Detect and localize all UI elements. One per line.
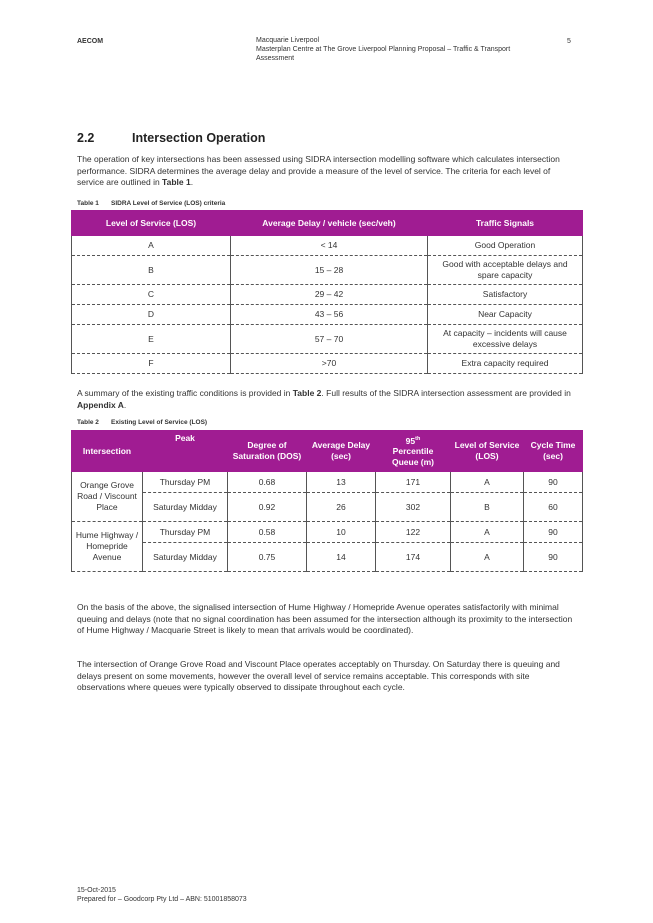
intersection-cell: Orange Grove Road / Viscount Place <box>72 472 143 522</box>
paragraph-summary-text: A summary of the existing traffic conditions is provided in <box>77 388 293 398</box>
table1-caption-text: SIDRA Level of Service (LOS) criteria <box>111 200 226 207</box>
header-cell-cycle: Cycle Time (sec) <box>524 431 583 472</box>
header-cell-delay: Average Delay (sec) <box>307 431 376 472</box>
table-row <box>72 543 583 572</box>
table-cell: 29 – 42 <box>231 285 428 305</box>
table-cell: 171 <box>376 472 451 493</box>
header-client <box>256 36 546 63</box>
paragraph-summary-end: . <box>123 399 127 410</box>
table-cell: A <box>451 522 524 543</box>
paragraph-orange-grove: The intersection of Orange Grove Road and Viscount Place operates acceptably on Thursday. On Saturday there is queuing and delays present on some movements, however the overall level of service remains acceptable. This corresponds with site observations where queues were typically observed to dissipate throughout each cycle. <box>77 659 560 692</box>
header-cell-los: Level of Service (LOS) <box>451 431 524 472</box>
paragraph-hume-highway: On the basis of the above, the signalised intersection of Hume Highway / Homepride Avenue operates satisfactorily with minimal queuing and delays (note that no signal coordination has been assumed for the intersection although its proximity to the intersection of Hume Highway / Macquarie Street is likely to mean that arrivals would be coordinated). <box>77 602 573 635</box>
table-cell: 174 <box>376 543 451 572</box>
table-cell: Saturday Midday <box>143 493 228 522</box>
table-cell: Satisfactory <box>428 285 583 305</box>
paragraph-summary-text-2: . Full results of the SIDRA intersection assessment are provided in <box>321 388 571 398</box>
table-cell: Extra capacity required <box>428 354 583 374</box>
section-number: 2.2 <box>77 131 95 145</box>
table-row <box>72 285 583 305</box>
table-cell: B <box>72 256 231 285</box>
table-row <box>72 256 583 285</box>
table-cell: Near Capacity <box>428 305 583 325</box>
table2-caption-number: Table 2 <box>77 419 99 426</box>
table-cell: 302 <box>376 493 451 522</box>
header-cell: Level of Service (LOS) <box>72 211 231 236</box>
table-row <box>72 354 583 374</box>
table-cell: 90 <box>524 543 583 572</box>
header-cell-intersection: Intersection <box>72 431 143 472</box>
appendix-reference: Appendix A <box>77 399 124 410</box>
paragraph-summary <box>77 388 577 411</box>
footer-prepared-for: Prepared for – Goodcorp Pty Ltd – ABN: 51001858073 <box>77 896 247 903</box>
table-cell: At capacity – incidents will cause excessive delays <box>428 325 583 354</box>
table-cell: 15 – 28 <box>231 256 428 285</box>
table2-caption-text: Existing Level of Service (LOS) <box>111 419 208 426</box>
table-cell: >70 <box>231 354 428 374</box>
table-cell: 0.68 <box>228 472 307 493</box>
section-title: Intersection Operation <box>132 131 266 145</box>
table1-caption-number: Table 1 <box>77 200 99 207</box>
section-heading <box>77 131 265 145</box>
table-cell: A <box>451 472 524 493</box>
paragraph-intro <box>77 154 577 189</box>
table-cell: 90 <box>524 522 583 543</box>
header-client-line2: Masterplan Centre at The Grove Liverpool Planning Proposal – Traffic & Transport Assessment <box>256 46 511 62</box>
table-row <box>72 493 583 522</box>
table-cell: Good with acceptable delays and spare capacity <box>428 256 583 285</box>
table-row <box>72 236 583 256</box>
table-cell: < 14 <box>231 236 428 256</box>
table2-reference: Table 2 <box>292 388 322 398</box>
table-row <box>72 522 583 543</box>
table-cell: Good Operation <box>428 236 583 256</box>
table-cell: C <box>72 285 231 305</box>
table-cell: D <box>72 305 231 325</box>
table-cell: 0.75 <box>228 543 307 572</box>
table-row <box>72 305 583 325</box>
queue-header-suffix: th <box>415 435 421 442</box>
header-cell-peak: Peak <box>143 431 228 472</box>
header-cell: Traffic Signals <box>428 211 583 236</box>
table-cell: A <box>72 236 231 256</box>
table1-caption <box>77 200 225 207</box>
intersection-cell: Hume Highway / Homepride Avenue <box>72 522 143 572</box>
table-cell: 10 <box>307 522 376 543</box>
los-criteria-table <box>71 210 583 374</box>
table-cell: 57 – 70 <box>231 325 428 354</box>
table-cell: Thursday PM <box>143 472 228 493</box>
table-row <box>72 472 583 493</box>
table-cell: A <box>451 543 524 572</box>
queue-header-text: Percentile Queue (m) <box>391 446 435 468</box>
header-client-line1: Macquarie Liverpool <box>256 37 320 44</box>
table-cell: F <box>72 354 231 374</box>
header-cell: Average Delay / vehicle (sec/veh) <box>231 211 428 236</box>
header-company: AECOM <box>77 38 104 45</box>
footer-date: 15-Oct-2015 <box>77 887 116 894</box>
existing-los-table <box>71 430 583 572</box>
table-cell: B <box>451 493 524 522</box>
table-cell: 0.92 <box>228 493 307 522</box>
table1-reference: Table 1 <box>162 177 191 187</box>
table-cell: 90 <box>524 472 583 493</box>
header-cell-queue <box>376 431 451 472</box>
table-header-row <box>72 431 583 472</box>
paragraph-intro-end: . <box>190 177 194 187</box>
table-cell: 13 <box>307 472 376 493</box>
header-page-number: 5 <box>567 38 571 45</box>
paragraph-intro-text: The operation of key intersections has been assessed using SIDRA intersection modelling software which calculates intersection performance. SIDRA determines the average delay and provide a measure of the level of service. The criteria for each level of service are outlined in <box>77 154 560 187</box>
table-cell: Thursday PM <box>143 522 228 543</box>
table-cell: 0.58 <box>228 522 307 543</box>
table-cell: 60 <box>524 493 583 522</box>
table-cell: 14 <box>307 543 376 572</box>
footer <box>77 886 247 904</box>
queue-header-number: 95 <box>405 435 416 446</box>
table2-caption <box>77 419 207 426</box>
table-row <box>72 325 583 354</box>
header-cell-dos: Degree of Saturation (DOS) <box>228 431 307 472</box>
table-header-row <box>72 211 583 236</box>
table-cell: 43 – 56 <box>231 305 428 325</box>
table-cell: Saturday Midday <box>143 543 228 572</box>
table-cell: 122 <box>376 522 451 543</box>
table-cell: 26 <box>307 493 376 522</box>
table-cell: E <box>72 325 231 354</box>
